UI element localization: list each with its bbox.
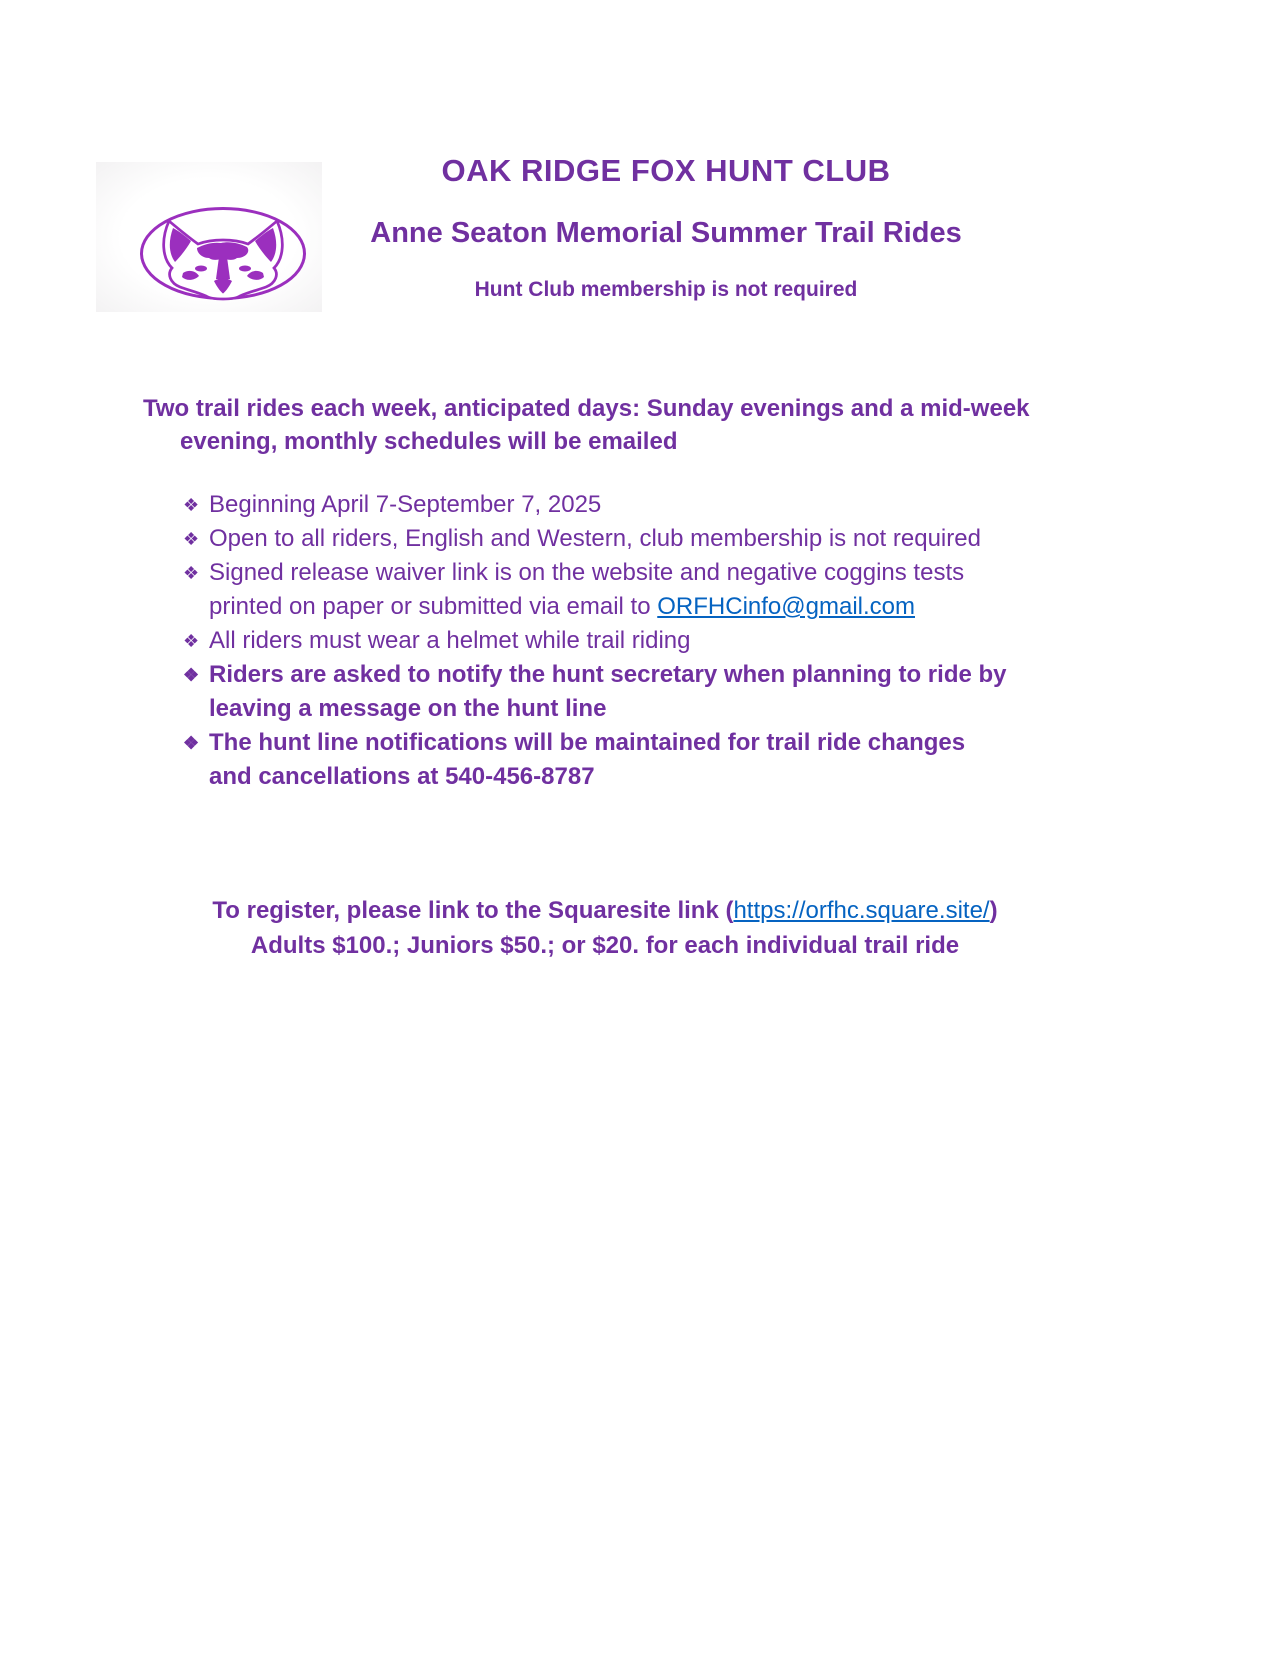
register-text-before: To register, please link to the Squaresite link ( bbox=[212, 897, 734, 924]
diamond-bullet-icon: ❖ bbox=[183, 665, 200, 685]
squaresite-link[interactable]: https://orfhc.square.site/ bbox=[733, 897, 990, 924]
membership-note: Hunt Club membership is not required bbox=[474, 278, 858, 301]
bullet-item bbox=[183, 522, 1014, 556]
text-segment: The hunt line notifications will be maintained for trail ride changes and cancellations at 540-456-8787 bbox=[209, 729, 966, 790]
bullet-item bbox=[183, 556, 1014, 624]
bullet-text bbox=[209, 522, 1014, 556]
bullet-text bbox=[209, 658, 1014, 726]
diamond-bullet-icon: ❖ bbox=[183, 631, 200, 651]
register-block bbox=[130, 893, 1080, 963]
bullet-text bbox=[209, 624, 1014, 658]
pricing-line: Adults $100.; Juniors $50.; or $20. for each individual trail ride bbox=[250, 932, 960, 959]
bullet-text bbox=[209, 556, 1014, 624]
diamond-bullet-icon: ❖ bbox=[183, 733, 200, 753]
bullet-text bbox=[209, 488, 1014, 522]
bullet-text bbox=[209, 726, 1014, 794]
page-subtitle: Anne Seaton Memorial Summer Trail Rides bbox=[370, 217, 962, 249]
text-segment: Open to all riders, English and Western, club membership is not required bbox=[209, 525, 981, 552]
text-segment: Riders are asked to notify the hunt secretary when planning to ride by leaving a message on the hunt line bbox=[209, 661, 1007, 722]
bullet-item bbox=[183, 624, 1014, 658]
bullet-item bbox=[183, 726, 1014, 794]
bullet-item bbox=[183, 488, 1014, 522]
diamond-bullet-icon: ❖ bbox=[183, 563, 200, 583]
diamond-bullet-icon: ❖ bbox=[183, 529, 200, 549]
register-text-after: ) bbox=[989, 897, 998, 924]
text-segment: Beginning April 7-September 7, 2025 bbox=[209, 491, 602, 518]
text-segment: All riders must wear a helmet while trail riding bbox=[209, 627, 691, 654]
bullet-item bbox=[183, 658, 1014, 726]
email-link[interactable]: ORFHCinfo@gmail.com bbox=[657, 593, 915, 620]
page-title: OAK RIDGE FOX HUNT CLUB bbox=[441, 153, 891, 188]
text-segment: Signed release waiver link is on the website and negative coggins tests printed on paper or submitted via email to bbox=[209, 559, 965, 620]
register-line bbox=[130, 893, 1080, 928]
bullet-list bbox=[183, 488, 1014, 794]
intro-paragraph: Two trail rides each week, anticipated days: Sunday evenings and a mid-week evening, monthly schedules will be emailed bbox=[143, 395, 1030, 455]
diamond-bullet-icon: ❖ bbox=[183, 495, 200, 515]
